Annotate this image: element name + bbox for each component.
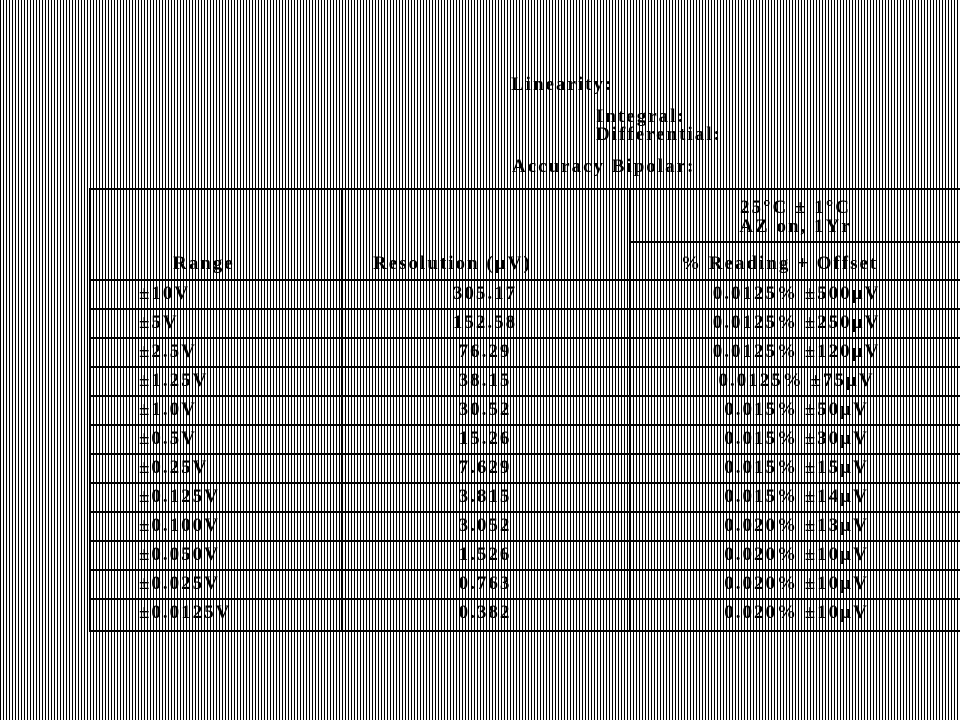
cell-range: ±2.5V bbox=[139, 341, 197, 362]
cell-range: ±0.100V bbox=[139, 515, 220, 536]
column-header-range: Range bbox=[173, 253, 235, 274]
cell-resolution: 76.29 bbox=[458, 341, 512, 362]
cell-range: ±0.0125V bbox=[139, 602, 232, 623]
table-row bbox=[91, 569, 960, 598]
cell-range: ±0.5V bbox=[139, 428, 197, 449]
table-row bbox=[91, 540, 960, 569]
cell-accuracy: 0.020% ±10µV bbox=[724, 573, 869, 594]
cell-resolution: 3.815 bbox=[458, 486, 512, 507]
cell-accuracy: 0.015% ±30µV bbox=[724, 428, 869, 449]
cell-range: ±1.0V bbox=[139, 399, 197, 420]
cell-accuracy: 0.015% ±15µV bbox=[724, 457, 869, 478]
cell-resolution: 0.763 bbox=[458, 573, 512, 594]
table-row bbox=[91, 395, 960, 424]
cell-accuracy: 0.0125% ±500µV bbox=[712, 283, 881, 304]
column-header-accuracy: % Reading + Offset bbox=[681, 253, 879, 274]
table-row bbox=[91, 424, 960, 453]
cell-resolution: 0.382 bbox=[458, 602, 512, 623]
table-row bbox=[91, 453, 960, 482]
table-row bbox=[91, 511, 960, 540]
linearity-heading: Linearity: bbox=[511, 74, 614, 95]
cell-range: ±0.25V bbox=[139, 457, 209, 478]
table-row bbox=[91, 482, 960, 511]
cell-resolution: 3.052 bbox=[458, 515, 512, 536]
cell-resolution: 305.17 bbox=[452, 283, 518, 304]
cell-accuracy: 0.0125% ±120µV bbox=[712, 341, 881, 362]
cell-resolution: 7.629 bbox=[458, 457, 512, 478]
differential-label: Differential: bbox=[596, 124, 722, 145]
condition-divider bbox=[631, 241, 960, 243]
table-row bbox=[91, 598, 960, 627]
cell-range: ±0.050V bbox=[139, 544, 220, 565]
integral-label: Integral: bbox=[596, 106, 686, 127]
cell-range: ±0.125V bbox=[139, 486, 220, 507]
cell-range: ±10V bbox=[139, 283, 191, 304]
cell-accuracy: 0.020% ±10µV bbox=[724, 544, 869, 565]
cell-accuracy: 0.0125% ±250µV bbox=[712, 312, 881, 333]
cell-resolution: 152.58 bbox=[452, 312, 518, 333]
table-row bbox=[91, 366, 960, 395]
cell-range: ±1.25V bbox=[139, 370, 209, 391]
cell-range: ±5V bbox=[139, 312, 179, 333]
cell-accuracy: 0.020% ±10µV bbox=[724, 602, 869, 623]
table-row bbox=[91, 279, 960, 308]
accuracy-table bbox=[89, 188, 960, 632]
cell-accuracy: 0.0125% ±75µV bbox=[718, 370, 875, 391]
cell-accuracy: 0.015% ±50µV bbox=[724, 399, 869, 420]
cell-accuracy: 0.020% ±13µV bbox=[724, 515, 869, 536]
table-row bbox=[91, 308, 960, 337]
condition-temperature: 25°C ± 1°C bbox=[739, 197, 852, 218]
cell-resolution: 15.26 bbox=[458, 428, 512, 449]
cell-resolution: 30.52 bbox=[458, 399, 512, 420]
condition-autozero: AZ on, 1Yr bbox=[739, 216, 852, 237]
table-row bbox=[91, 337, 960, 366]
column-header-resolution: Resolution (µV) bbox=[373, 253, 532, 274]
accuracy-bipolar-heading: Accuracy Bipolar: bbox=[512, 156, 696, 177]
cell-range: ±0.025V bbox=[139, 573, 220, 594]
cell-accuracy: 0.015% ±14µV bbox=[724, 486, 869, 507]
cell-resolution: 1.526 bbox=[458, 544, 512, 565]
cell-resolution: 38.15 bbox=[458, 370, 512, 391]
